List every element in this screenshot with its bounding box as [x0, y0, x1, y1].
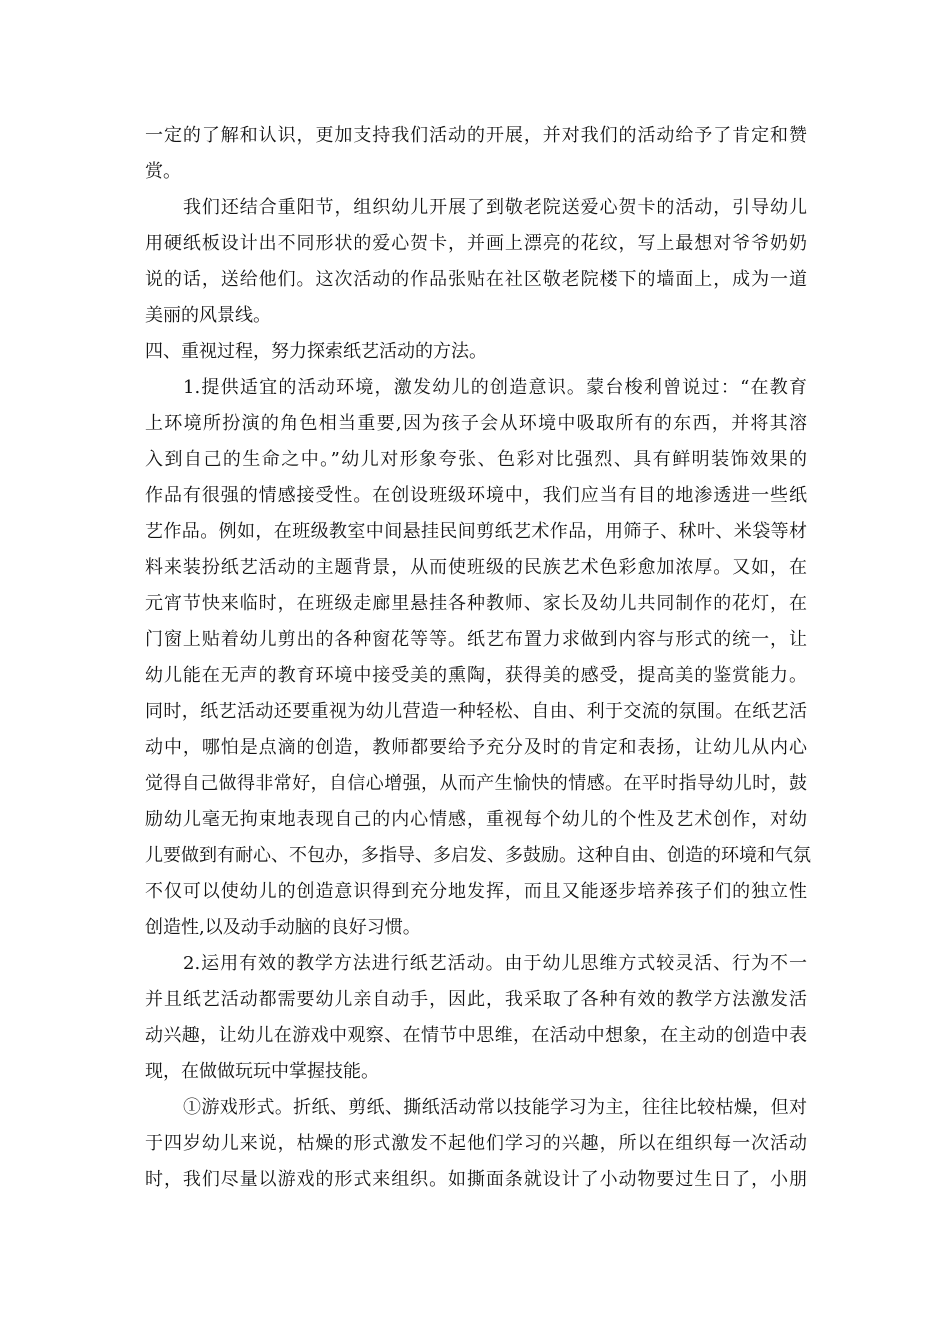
text-line: 励幼儿毫无拘束地表现自己的内心情感，重视每个幼儿的个性及艺术创作，对幼 [145, 809, 807, 830]
text-line: 料来装扮纸艺活动的主题背景，从而使班级的民族艺术色彩愈加浓厚。又如，在 [145, 557, 807, 578]
text-line: 觉得自己做得非常好，自信心增强，从而产生愉快的情感。在平时指导幼儿时，鼓 [145, 773, 807, 794]
text-line: 说的话，送给他们。这次活动的作品张贴在社区敬老院楼下的墙面上，成为一道 [145, 269, 807, 290]
text-line: 一定的了解和认识，更加支持我们活动的开展，并对我们的活动给予了肯定和赞 [145, 125, 807, 146]
text-line: 作品有很强的情感接受性。在创设班级环境中，我们应当有目的地渗透进一些纸 [145, 485, 807, 506]
text-line: 艺作品。例如，在班级教室中间悬挂民间剪纸艺术作品，用筛子、秫叶、米袋等材 [145, 521, 807, 542]
text-line: 上环境所扮演的角色相当重要,因为孩子会从环境中吸取所有的东西，并将其溶 [145, 413, 807, 434]
text-line: 动兴趣，让幼儿在游戏中观察、在情节中思维，在活动中想象，在主动的创造中表 [145, 1025, 807, 1046]
text-line: 同时，纸艺活动还要重视为幼儿营造一种轻松、自由、利于交流的氛围。在纸艺活 [145, 701, 807, 722]
text-line: 不仅可以使幼儿的创造意识得到充分地发挥，而且又能逐步培养孩子们的独立性 [145, 881, 807, 902]
text-line: ①游戏形式。折纸、剪纸、撕纸活动常以技能学习为主，往往比较枯燥，但对 [183, 1097, 807, 1118]
text-line: 儿要做到有耐心、不包办，多指导、多启发、多鼓励。这种自由、创造的环境和气氛 [145, 845, 811, 866]
text-line: 四、重视过程，努力探索纸艺活动的方法。 [145, 341, 487, 362]
text-line: 动中，哪怕是点滴的创造，教师都要给予充分及时的肯定和表扬，让幼儿从内心 [145, 737, 807, 758]
text-line: 时，我们尽量以游戏的形式来组织。如撕面条就设计了小动物要过生日了，小朋 [145, 1169, 807, 1190]
text-line: 我们还结合重阳节，组织幼儿开展了到敬老院送爱心贺卡的活动，引导幼儿 [183, 197, 807, 218]
text-line: 1.提供适宜的活动环境，激发幼儿的创造意识。蒙台梭利曾说过：“在教育 [183, 377, 807, 398]
text-line: 现，在做做玩玩中掌握技能。 [145, 1061, 379, 1082]
text-line: 创造性,以及动手动脑的良好习惯。 [145, 917, 421, 938]
text-line: 并且纸艺活动都需要幼儿亲自动手，因此，我采取了各种有效的教学方法激发活 [145, 989, 807, 1010]
text-line: 用硬纸板设计出不同形状的爱心贺卡，并画上漂亮的花纹，写上最想对爷爷奶奶 [145, 233, 807, 254]
text-line: 美丽的风景线。 [145, 305, 271, 326]
text-line: 入到自己的生命之中。”幼儿对形象夸张、色彩对比强烈、具有鲜明装饰效果的 [145, 449, 807, 470]
text-line: 门窗上贴着幼儿剪出的各种窗花等等。纸艺布置力求做到内容与形式的统一，让 [145, 629, 807, 650]
text-line: 幼儿能在无声的教育环境中接受美的熏陶，获得美的感受，提高美的鉴赏能力。 [145, 665, 807, 686]
text-line: 赏。 [145, 161, 181, 182]
text-line: 于四岁幼儿来说，枯燥的形式激发不起他们学习的兴趣，所以在组织每一次活动 [145, 1133, 807, 1154]
text-line: 2.运用有效的教学方法进行纸艺活动。由于幼儿思维方式较灵活、行为不一 [183, 953, 807, 974]
text-line: 元宵节快来临时，在班级走廊里悬挂各种教师、家长及幼儿共同制作的花灯，在 [145, 593, 807, 614]
